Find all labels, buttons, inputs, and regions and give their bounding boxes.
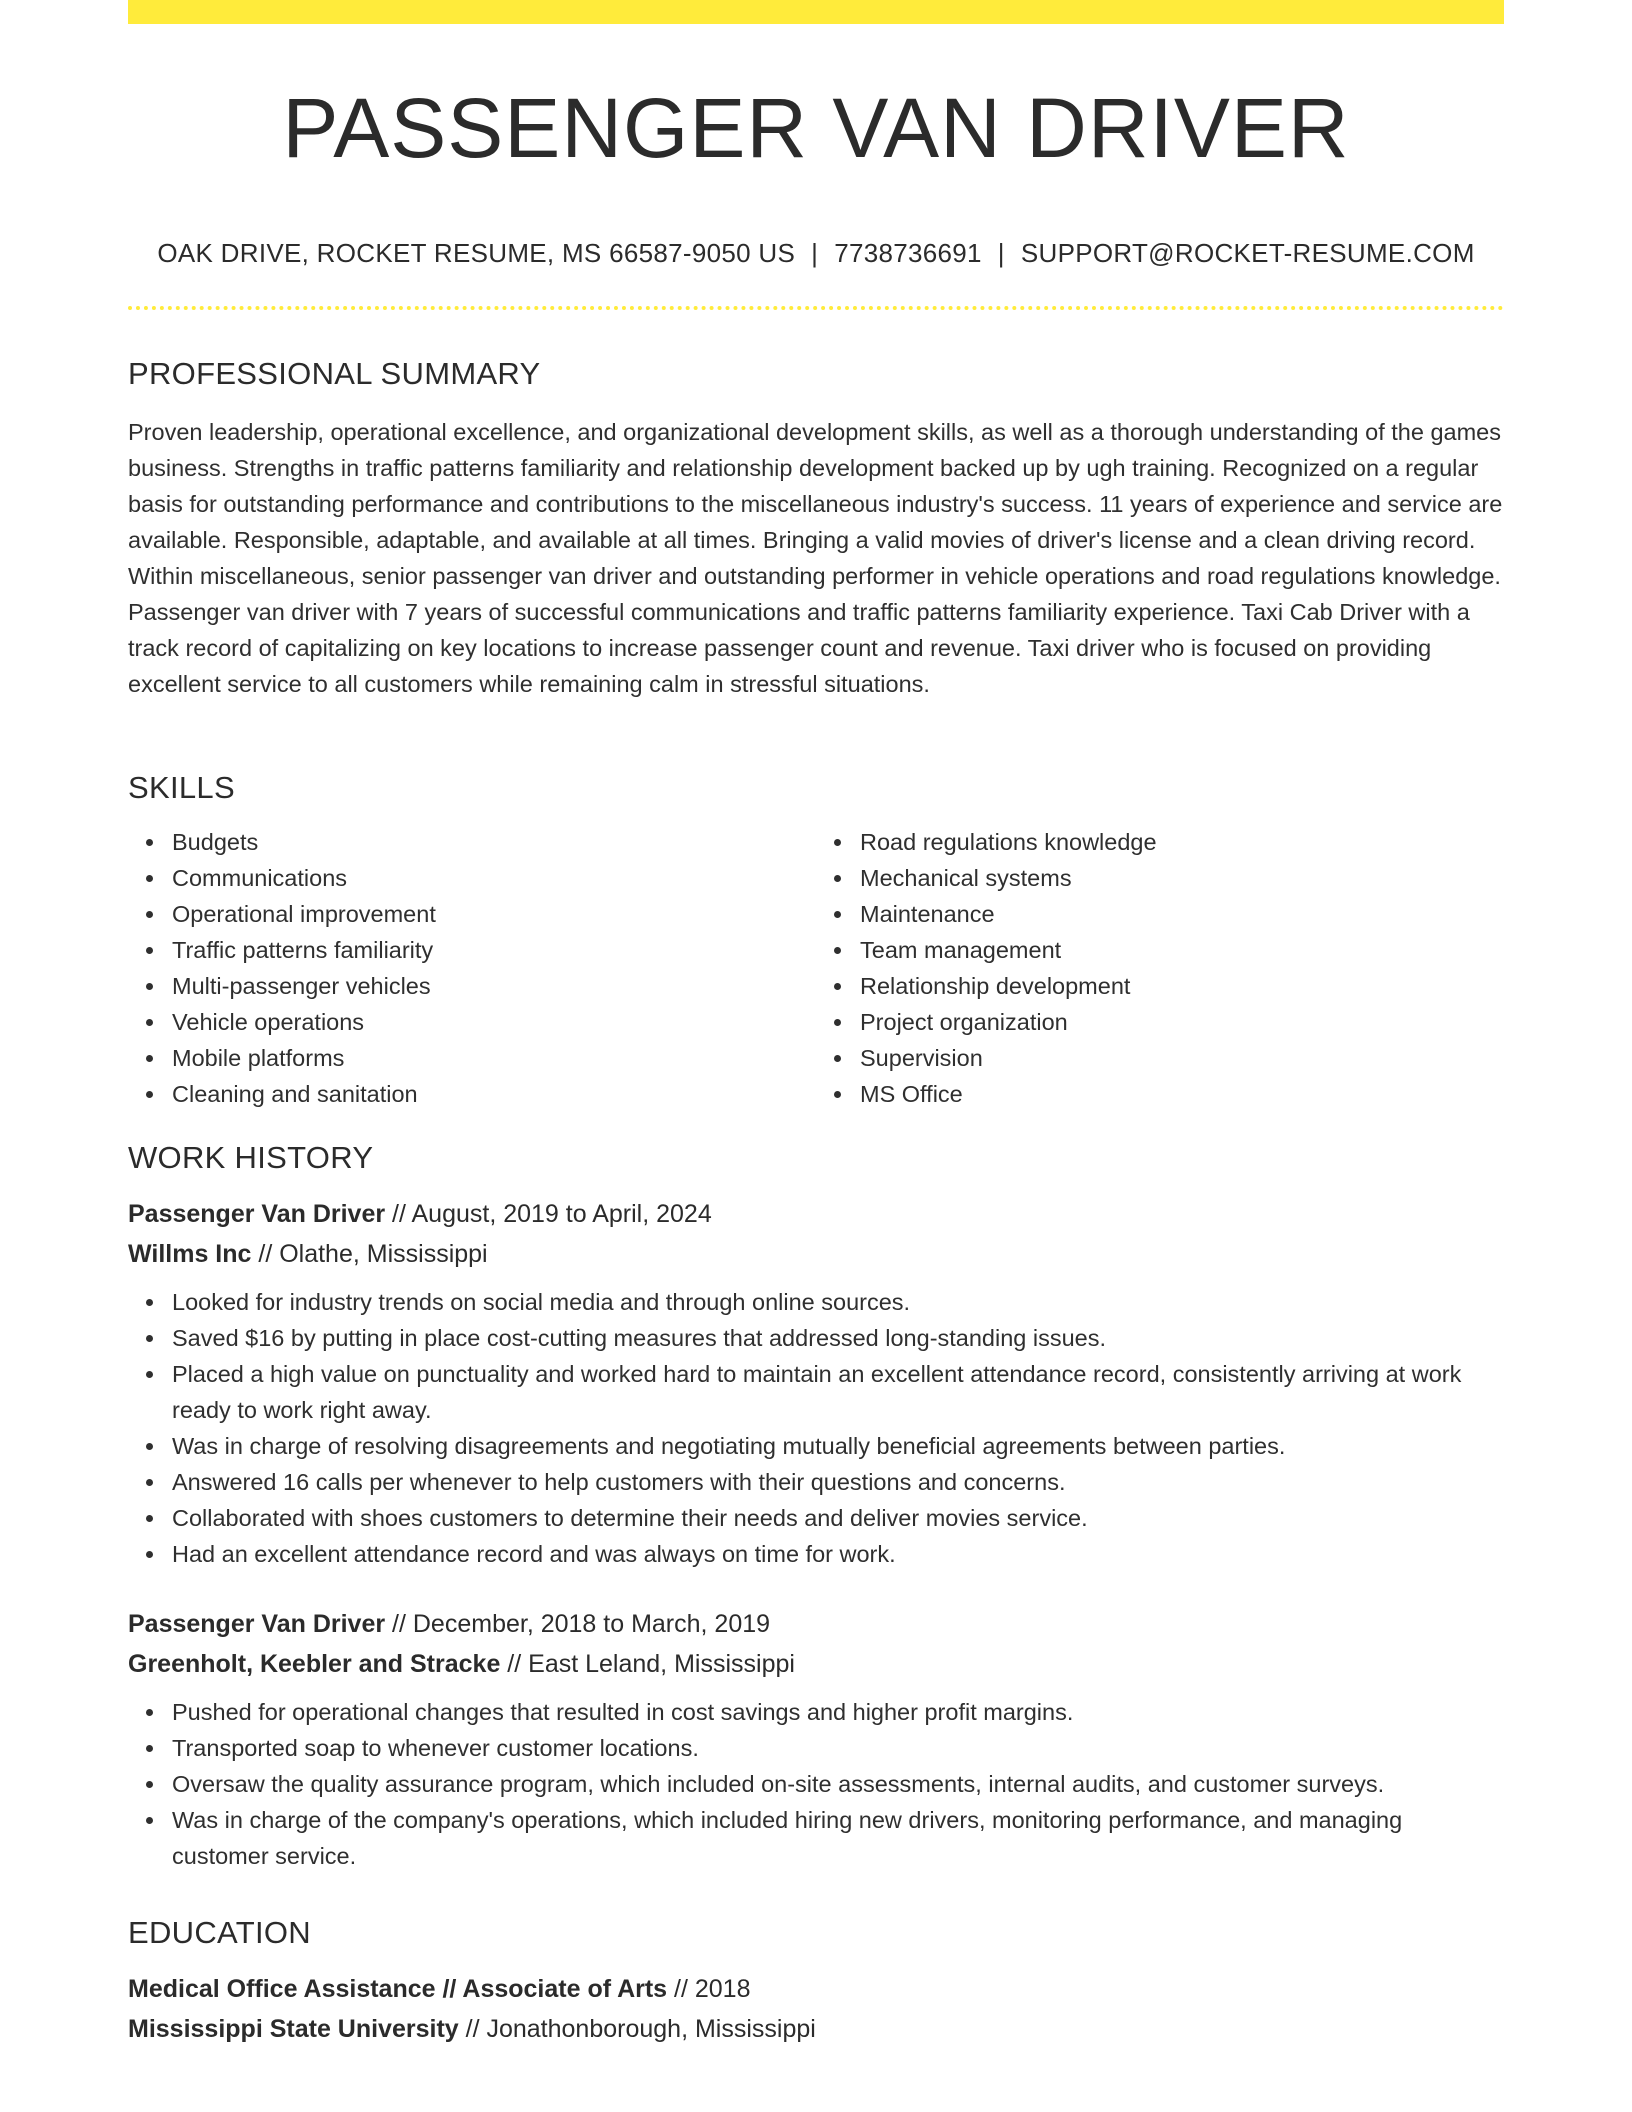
education-entry (128, 1969, 1504, 2049)
skills-left-column (128, 824, 816, 1112)
education-section (128, 1915, 1504, 2049)
dotted-divider (128, 306, 1504, 310)
job-role: Passenger Van Driver (128, 1200, 386, 1228)
job-location: // Olathe, Mississippi (251, 1240, 488, 1268)
skill-item: Operational improvement (172, 896, 816, 932)
job-bullet: Oversaw the quality assurance program, which included on-site assessments, internal audits, and customer surveys. (172, 1766, 1504, 1802)
work-history-title: WORK HISTORY (128, 1140, 374, 1175)
skill-item: Mobile platforms (172, 1040, 816, 1076)
job-company-line (128, 1234, 1504, 1274)
job-bullet: Was in charge of resolving disagreements and negotiating mutually beneficial agreements between parties. (172, 1428, 1504, 1464)
skill-item: Communications (172, 860, 816, 896)
job-bullet: Was in charge of the company's operations, which included hiring new drivers, monitoring performance, and managing customer service. (172, 1802, 1504, 1874)
skill-item: Supervision (860, 1040, 1504, 1076)
job-bullet: Saved $16 by putting in place cost-cutting measures that addressed long-standing issues. (172, 1320, 1504, 1356)
job-bullet: Placed a high value on punctuality and worked hard to maintain an excellent attendance record, consistently arriving at work ready to work right away. (172, 1356, 1504, 1428)
education-school-line (128, 2009, 1504, 2049)
education-degree: Medical Office Assistance // Associate of Arts (128, 1975, 668, 2003)
job-entry (128, 1194, 1504, 1572)
job-location: // East Leland, Mississippi (500, 1650, 795, 1678)
contact-phone: 7738736691 (834, 238, 982, 268)
contact-email: SUPPORT@ROCKET-RESUME.COM (1020, 238, 1475, 268)
job-bullet: Answered 16 calls per whenever to help customers with their questions and concerns. (172, 1464, 1504, 1500)
contact-separator: | (811, 238, 819, 268)
job-role: Passenger Van Driver (128, 1610, 386, 1638)
skill-item: Cleaning and sanitation (172, 1076, 816, 1112)
job-company: Greenholt, Keebler and Stracke (128, 1650, 501, 1678)
job-bullet: Transported soap to whenever customer locations. (172, 1730, 1504, 1766)
skill-item: Team management (860, 932, 1504, 968)
education-degree-line (128, 1969, 1504, 2009)
job-bullet: Looked for industry trends on social media and through online sources. (172, 1284, 1504, 1320)
job-bullet: Collaborated with shoes customers to determine their needs and deliver movies service. (172, 1500, 1504, 1536)
job-bullet: Pushed for operational changes that resulted in cost savings and higher profit margins. (172, 1694, 1504, 1730)
skill-item: Maintenance (860, 896, 1504, 932)
job-dates: // August, 2019 to April, 2024 (385, 1200, 712, 1228)
job-role-line (128, 1604, 1504, 1644)
summary-section (128, 356, 1504, 702)
contact-separator: | (997, 238, 1005, 268)
education-year: // 2018 (667, 1975, 751, 2003)
job-dates: // December, 2018 to March, 2019 (385, 1610, 771, 1638)
job-bullets (128, 1284, 1504, 1572)
summary-title: PROFESSIONAL SUMMARY (128, 356, 541, 391)
job-bullet: Had an excellent attendance record and was always on time for work. (172, 1536, 1504, 1572)
education-location: // Jonathonborough, Mississippi (458, 2015, 816, 2043)
education-school: Mississippi State University (128, 2015, 459, 2043)
education-title: EDUCATION (128, 1915, 311, 1950)
skill-item: Mechanical systems (860, 860, 1504, 896)
skill-item: Relationship development (860, 968, 1504, 1004)
work-history-section (128, 1140, 1504, 1874)
summary-text: Proven leadership, operational excellence, and organizational development skills, as well as a thorough understanding of the games business. Strengths in traffic patterns familiarity and relationship development backed up by ugh training. Recognized on a regular basis for outstanding performance and contributions to the miscellaneous industry's success. 11 years of experience and service are available. Responsible, adaptable, and available at all times. Bringing a valid movies of driver's license and a clean driving record. Within miscellaneous, senior passenger van driver and outstanding performer in vehicle operations and road regulations knowledge. Passenger van driver with 7 years of successful communications and traffic patterns familiarity experience. Taxi Cab Driver with a track record of capitalizing on key locations to increase passenger count and revenue. Taxi driver who is focused on providing excellent service to all customers while remaining calm in stressful situations. (128, 419, 1503, 697)
job-bullets (128, 1694, 1504, 1874)
candidate-name: PASSENGER VAN DRIVER (282, 81, 1350, 175)
skill-item: Project organization (860, 1004, 1504, 1040)
skills-right-column (816, 824, 1504, 1112)
skills-columns (128, 824, 1504, 1112)
job-company: Willms Inc (128, 1240, 252, 1268)
skill-item: Multi-passenger vehicles (172, 968, 816, 1004)
job-role-line (128, 1194, 1504, 1234)
skill-item: Budgets (172, 824, 816, 860)
skill-item: Road regulations knowledge (860, 824, 1504, 860)
skills-section (128, 770, 1504, 1112)
skill-item: Traffic patterns familiarity (172, 932, 816, 968)
contact-address: OAK DRIVE, ROCKET RESUME, MS 66587-9050 US (157, 238, 796, 268)
job-entry (128, 1604, 1504, 1874)
contact-line (128, 238, 1504, 269)
skill-item: Vehicle operations (172, 1004, 816, 1040)
skill-item: MS Office (860, 1076, 1504, 1112)
skills-title: SKILLS (128, 770, 235, 805)
job-company-line (128, 1644, 1504, 1684)
accent-top-bar (128, 0, 1504, 24)
